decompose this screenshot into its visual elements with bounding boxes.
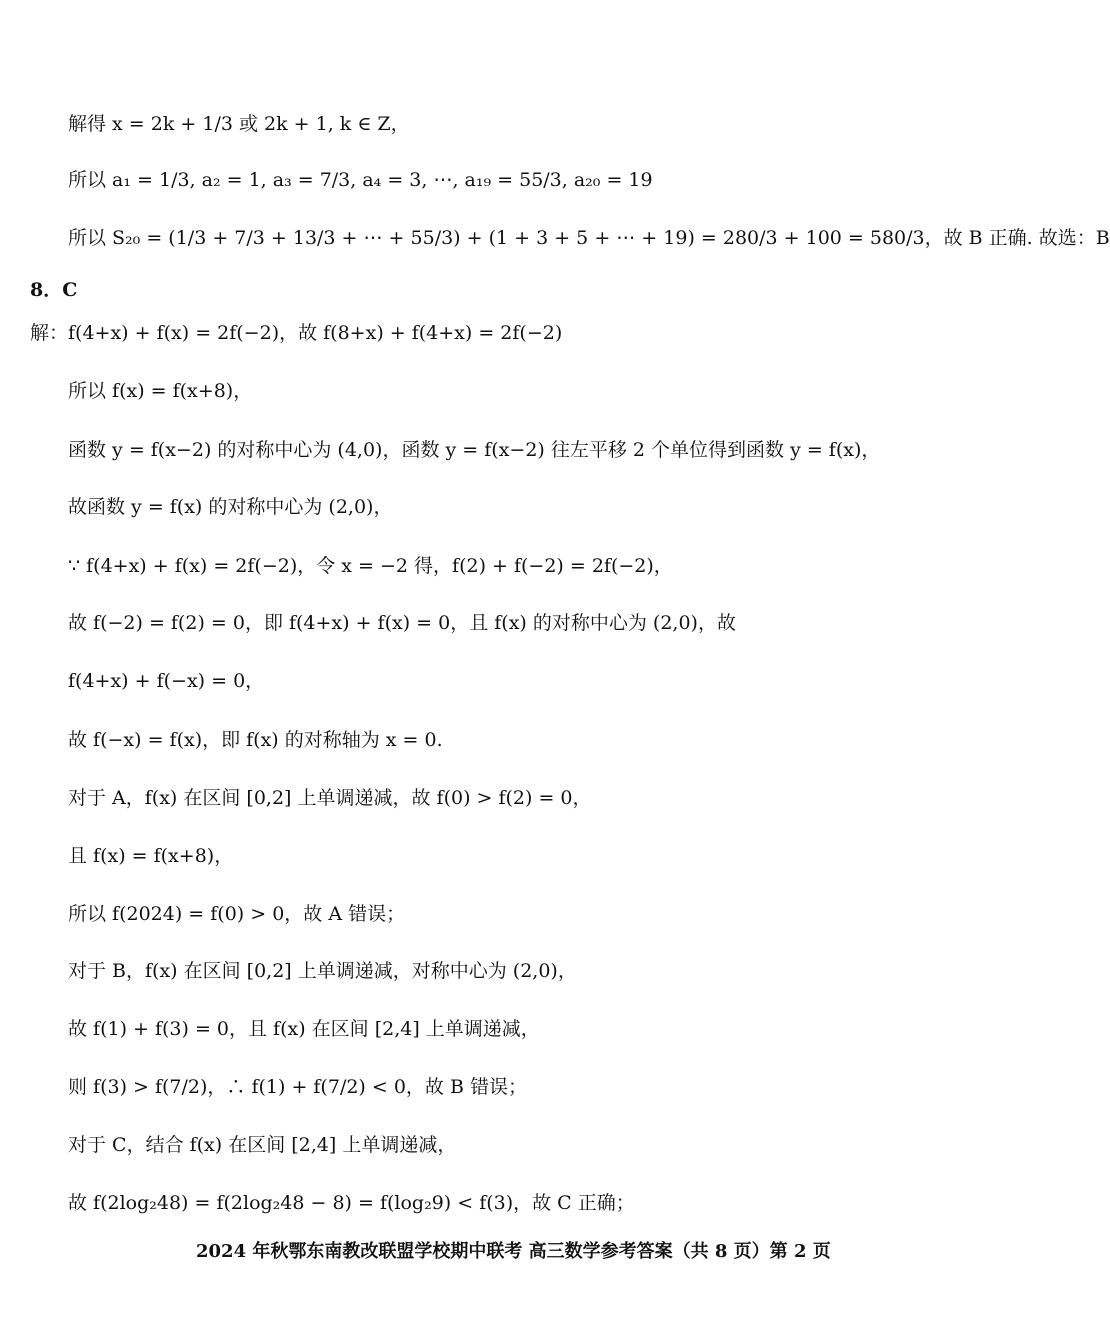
solution-line: 故 f(−x) = f(x)，即 f(x) 的对称轴为 x = 0. bbox=[68, 729, 443, 751]
solution-line: 故 f(2log₂48) = f(2log₂48 − 8) = f(log₂9) < f(3)，故 C 正确； bbox=[68, 1192, 635, 1214]
solution-line: 所以 a₁ = 1/3, a₂ = 1, a₃ = 7/3, a₄ = 3, ⋯, a₁₉ = 55/3, a₂₀ = 19 bbox=[68, 169, 653, 191]
solution-line: 故 f(−2) = f(2) = 0，即 f(4+x) + f(x) = 0，且 f(x) 的对称中心为 (2,0)，故 bbox=[68, 612, 736, 634]
solution-line: 对于 A，f(x) 在区间 [0,2] 上单调递减，故 f(0) > f(2) = 0， bbox=[68, 787, 592, 809]
solution-line: 故 f(1) + f(3) = 0，且 f(x) 在区间 [2,4] 上单调递减， bbox=[68, 1018, 540, 1040]
solution-line: f(4+x) + f(−x) = 0， bbox=[68, 670, 265, 692]
solution-line: 所以 f(2024) = f(0) > 0，故 A 错误； bbox=[68, 903, 406, 925]
solution-line: 对于 B，f(x) 在区间 [0,2] 上单调递减，对称中心为 (2,0)， bbox=[68, 960, 577, 982]
solution-line: 所以 f(x) = f(x+8)， bbox=[68, 380, 253, 402]
question-number: 8．C bbox=[30, 279, 78, 301]
solution-line: 解得 x = 2k + 1/3 或 2k + 1, k ∈ Z， bbox=[68, 113, 410, 135]
solution-line: ∵ f(4+x) + f(x) = 2f(−2)，令 x = −2 得，f(2) + f(−2) = 2f(−2)， bbox=[68, 555, 673, 577]
solution-line: 所以 S₂₀ = (1/3 + 7/3 + 13/3 + ⋯ + 55/3) + (1 + 3 + 5 + ⋯ + 19) = 280/3 + 100 = 580/3，故 B 正确. 故选：B bbox=[68, 227, 1110, 249]
solution-line: 则 f(3) > f(7/2)，∴ f(1) + f(7/2) < 0，故 B 错误； bbox=[68, 1076, 527, 1098]
solution-line: 且 f(x) = f(x+8)， bbox=[68, 845, 234, 867]
page-footer: 2024 年秋鄂东南教改联盟学校期中联考 高三数学参考答案（共 8 页）第 2 页 bbox=[196, 1241, 831, 1262]
solution-line: 故函数 y = f(x) 的对称中心为 (2,0)， bbox=[68, 496, 393, 518]
solution-line: 函数 y = f(x−2) 的对称中心为 (4,0)，函数 y = f(x−2) 往左平移 2 个单位得到函数 y = f(x)， bbox=[68, 439, 881, 461]
solution-line: 对于 C，结合 f(x) 在区间 [2,4] 上单调递减， bbox=[68, 1134, 457, 1156]
solution-line: 解：f(4+x) + f(x) = 2f(−2)，故 f(8+x) + f(4+x) = 2f(−2) bbox=[30, 322, 563, 344]
